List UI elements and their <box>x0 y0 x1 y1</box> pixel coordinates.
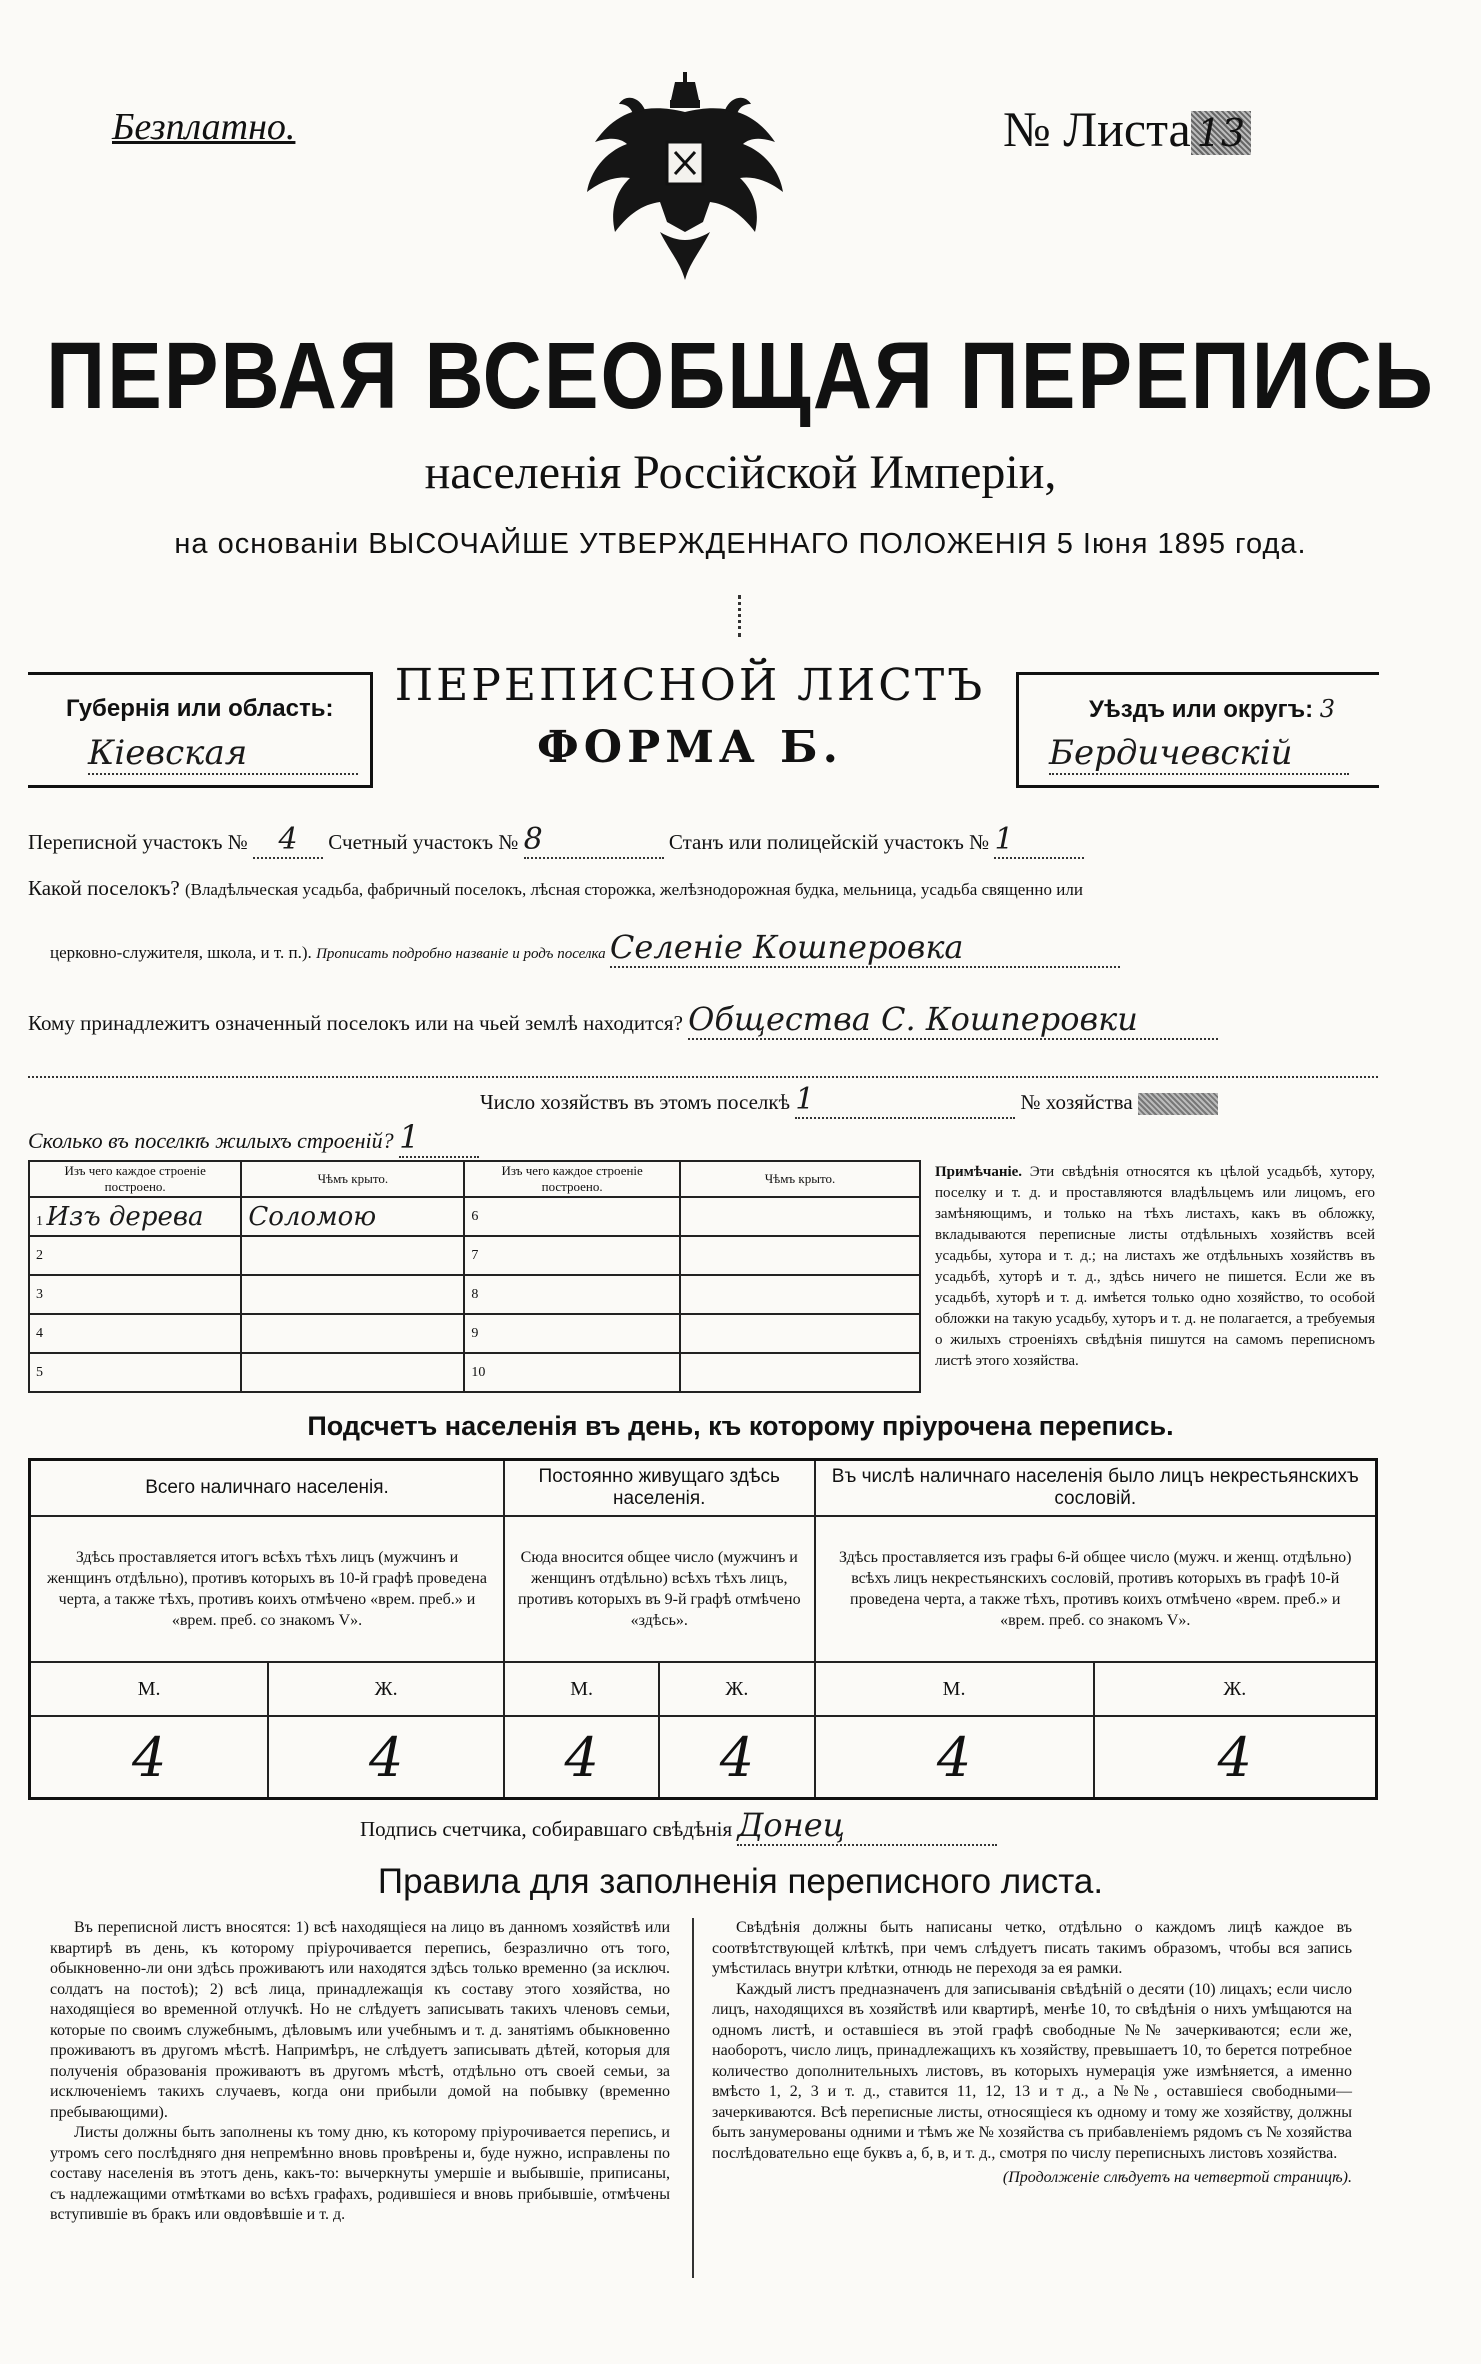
settlement-hint: (Владѣльческая усадьба, фабричный поселокъ, лѣсная сторожка, желѣзнодорожная будка, мельница, усадьба священно или <box>184 880 1083 899</box>
census-decree-line: на основаніи ВЫСОЧАЙШЕ УТВЕРЖДЕННАГО ПОЛОЖЕНІЯ 5 Іюня 1895 года. <box>174 528 1307 560</box>
district-box <box>1016 672 1379 788</box>
col-material-right: Изъ чего каждое строеніе построено. <box>464 1161 680 1197</box>
row-3-material[interactable]: 3 <box>29 1275 241 1314</box>
row-1-material[interactable]: 1 Изъ дерева <box>29 1197 241 1236</box>
rules-right-column <box>712 1918 1352 2189</box>
area-numbers-row <box>28 822 1228 859</box>
col-roof-left: Чѣмъ крыто. <box>241 1161 464 1197</box>
counting-area-value[interactable]: 8 <box>524 822 664 859</box>
male-label: М. <box>30 1662 269 1716</box>
sheet-number-label: № Листа <box>1003 101 1191 157</box>
district-value[interactable]: Бердичевскій <box>1049 733 1349 775</box>
counting-area-label: Счетный участокъ № <box>328 830 519 854</box>
owner-row <box>28 1000 1378 1040</box>
note-text: Эти свѣдѣнія относятся къ цѣлой усадьбѣ, хутору, поселку и т. д. и проставляются владѣльцемъ или лицомъ, его замѣняющимъ, и только на тѣхъ листахъ, какъ въ обложку, вкладываются переписные листы отдѣльныхъ хозяйствъ всей усадьбы, хутора и т. д.; на листахъ же отдѣльныхъ хозяйствъ въ усадьбѣ, хуторѣ и т. д., здѣсь ничего не пишется. Если же въ усадьбѣ, хуторѣ и т. д. имѣется только одно хозяйство, то особой обложки на такую усадьбу, хуторъ и т. д. не полагается, а требуемыя о жилыхъ строеніяхъ свѣдѣнія пишутся на самомъ переписномъ листѣ этого хозяйства. <box>935 1164 1376 1369</box>
male-label: М. <box>815 1662 1094 1716</box>
district-label: Уѣздъ или округъ: 3 <box>1089 695 1336 723</box>
divider-dots <box>738 595 745 637</box>
settlement-hint-3: Прописать подробно названіе и родъ поселка <box>316 946 606 962</box>
census-title: ПЕРВАЯ ВСЕОБЩАЯ ПЕРЕПИСЬ <box>46 324 1435 429</box>
resident-population-desc: Сюда вносится общее число (мужчинъ и женщинъ отдѣльно) всѣхъ тѣхъ лицъ, противъ которыхъ въ 9-й графѣ отмѣчено «здѣсь». <box>504 1516 815 1662</box>
police-area-value[interactable]: 1 <box>994 822 1084 859</box>
row-8-roof[interactable] <box>680 1275 920 1314</box>
signature-row <box>360 1806 997 1846</box>
row-7-number[interactable]: 7 <box>464 1236 680 1275</box>
row-10-roof[interactable] <box>680 1353 920 1392</box>
female-label: Ж. <box>659 1662 814 1716</box>
rules-left-column <box>50 1918 670 2226</box>
count-heading: Подсчетъ населенія въ день, къ которому пріурочена перепись. <box>307 1411 1174 1441</box>
sheet-number-value: 13 <box>1191 111 1251 155</box>
row-6-roof[interactable] <box>680 1197 920 1236</box>
non-peasant-male-value[interactable]: 4 <box>815 1716 1094 1799</box>
census-area-value[interactable]: 4 <box>253 822 323 859</box>
row-1-roof[interactable]: Соломою <box>241 1197 464 1236</box>
police-area-label: Станъ или полицейскій участокъ № <box>668 830 990 854</box>
household-no-label: № хозяйства <box>1020 1090 1133 1114</box>
province-box <box>28 672 373 788</box>
table-row <box>29 1275 920 1314</box>
note-title: Примѣчаніе. <box>935 1164 1023 1180</box>
rules-paragraph: Каждый листъ предназначенъ для записыванія свѣдѣній о десяти (10) лицахъ; если число лицъ, находящихся въ хозяйствѣ или квартирѣ, менѣе 10, то свѣдѣнія о нихъ умѣщаются на одномъ листѣ, и оставшіеся въ этой графѣ свободные №№ зачеркиваются; если же, наоборотъ, число лицъ, принадлежащихъ къ хозяйству, превышаетъ 10, то берется потребное количество дополнительныхъ листовъ, въ которыхъ нумерація уже измѣняется, а именно вмѣсто 1, 2, 3 и т. д., ставится 11, 12, 13 и т д., а №№, оставшіеся свободными—зачеркиваются. Всѣ переписные листы, относящіеся къ одному и тому же хозяйству, должны быть занумерованы одними и тѣмъ же № хозяйства съ прибавленіемъ рядомъ съ № хозяйства послѣдовательно еще буквъ а, б, в, и т. д., смотря по числу переписныхъ листовъ хозяйства. <box>712 1980 1352 2162</box>
sheet-name: ПЕРЕПИСНОЙ ЛИСТЪ <box>394 660 986 711</box>
table-row <box>29 1314 920 1353</box>
form-name: ФОРМА Б. <box>537 722 843 773</box>
buildings-note <box>935 1162 1375 1372</box>
row-3-roof[interactable] <box>241 1275 464 1314</box>
table-row <box>29 1197 920 1236</box>
total-population-desc: Здѣсь проставляется итогъ всѣхъ тѣхъ лицъ (мужчинъ и женщинъ отдѣльно), противъ которыхъ въ 10-й графѣ проведена черта, а также тѣхъ, противъ коихъ отмѣчено «врем. преб.» и «врем. преб. со знакомъ V». <box>30 1516 505 1662</box>
row-5-material[interactable]: 5 <box>29 1353 241 1392</box>
row-7-roof[interactable] <box>680 1236 920 1275</box>
households-value[interactable]: 1 <box>795 1082 1015 1119</box>
signature-value[interactable]: Донец <box>737 1806 997 1846</box>
col-roof-right: Чѣмъ крыто. <box>680 1161 920 1197</box>
buildings-table <box>28 1160 921 1393</box>
rules-paragraph: Свѣдѣнія должны быть написаны четко, отдѣльно о каждомъ лицѣ каждое въ соотвѣтствующей клѣткѣ, при чемъ слѣдуетъ писать такимъ образомъ, чтобы вся запись умѣстилась внутри клѣтки, отнюдь не переходя за ея рамки. <box>712 1919 1352 1977</box>
signature-label: Подпись счетчика, собиравшаго свѣдѣнія <box>360 1817 733 1841</box>
row-2-roof[interactable] <box>241 1236 464 1275</box>
resident-male-value[interactable]: 4 <box>504 1716 659 1799</box>
district-mark: 3 <box>1319 695 1336 723</box>
province-label: Губернія или область: <box>66 695 334 722</box>
buildings-value[interactable]: 1 <box>399 1118 479 1158</box>
male-label: М. <box>504 1662 659 1716</box>
row-5-roof[interactable] <box>241 1353 464 1392</box>
sheet-number <box>1003 100 1251 158</box>
row-10-number[interactable]: 10 <box>464 1353 680 1392</box>
owner-value[interactable]: Общества С. Кошперовки <box>688 1000 1218 1040</box>
settlement-value[interactable]: Селеніе Кошперовка <box>610 928 1120 968</box>
province-value[interactable]: Кіевская <box>88 733 358 775</box>
col-material-left: Изъ чего каждое строеніе построено. <box>29 1161 241 1197</box>
resident-female-value[interactable]: 4 <box>659 1716 814 1799</box>
table-row <box>29 1236 920 1275</box>
settlement-hint-2: церковно-служителя, школа, и т. п.). <box>50 943 312 962</box>
census-subtitle: населенія Россійской Имперіи, <box>424 446 1057 499</box>
total-population-head: Всего наличнаго населенія. <box>30 1460 505 1517</box>
buildings-row <box>28 1118 479 1158</box>
census-area-label: Переписной участокъ № <box>28 830 248 854</box>
row-4-roof[interactable] <box>241 1314 464 1353</box>
population-count-table <box>28 1458 1378 1800</box>
settlement-row <box>28 876 1378 901</box>
non-peasant-female-value[interactable]: 4 <box>1094 1716 1377 1799</box>
row-9-number[interactable]: 9 <box>464 1314 680 1353</box>
continued-note: (Продолженіе слѣдуетъ на четвертой страницѣ). <box>1002 2169 1352 2186</box>
row-2-material[interactable]: 2 <box>29 1236 241 1275</box>
buildings-question: Сколько въ поселкѣ жилыхъ строеній? <box>28 1128 394 1153</box>
total-male-value[interactable]: 4 <box>30 1716 269 1799</box>
rules-title: Правила для заполненія переписного листа. <box>377 1862 1104 1901</box>
settlement-question: Какой поселокъ? <box>28 876 180 900</box>
row-4-material[interactable]: 4 <box>29 1314 241 1353</box>
non-peasant-desc: Здѣсь проставляется изъ графы 6-й общее число (мужч. и женщ. отдѣльно) всѣхъ лицъ некрестьянскихъ сословій, противъ которыхъ въ графѣ 10-й проведена черта, а также тѣхъ, противъ коихъ отмѣчено «врем. преб.» и «врем. преб. со знакомъ V». <box>815 1516 1377 1662</box>
settlement-row-2 <box>50 928 1380 968</box>
rules-paragraph: Въ переписной листъ вносятся: 1) всѣ находящіеся на лицо въ данномъ хозяйствѣ или квартирѣ въ день, къ которому пріурочивается перепись, безразлично отъ того, обыкновенно-ли они здѣсь проживаютъ или находятся здѣсь только временно (за исключ. солдатъ на постоѣ); 2) всѣ лица, принадлежащія къ составу этого хозяйства, но находящіеся во временной отлучкѣ. Но не слѣдуетъ записывать такихъ членовъ семьи, которые по своимъ служебнымъ, дѣловымъ или учебнымъ и т. д. занятіямъ обыкновенно проживаютъ въ другомъ мѣстѣ. Напримѣръ, не слѣдуетъ записывать дѣтей, которыя для полученія образованія проживаютъ въ другомъ мѣстѣ, отдѣльно отъ своей семьи, за исключеніемъ такихъ случаевъ, когда они прибыли домой на побывку (временно пребывающими). <box>50 1919 670 2121</box>
blank-line <box>28 1062 1378 1078</box>
row-6-number[interactable]: 6 <box>464 1197 680 1236</box>
rules-divider <box>692 1918 694 2278</box>
free-label: Безплатно. <box>112 106 296 148</box>
households-row <box>480 1082 1380 1119</box>
coat-of-arms-emblem <box>575 72 795 282</box>
table-row <box>29 1353 920 1392</box>
row-9-roof[interactable] <box>680 1314 920 1353</box>
households-label: Число хозяйствъ въ этомъ поселкѣ <box>480 1090 790 1114</box>
row-8-number[interactable]: 8 <box>464 1275 680 1314</box>
resident-population-head: Постоянно живущаго здѣсь населенія. <box>504 1460 815 1517</box>
total-female-value[interactable]: 4 <box>268 1716 504 1799</box>
rules-paragraph: Листы должны быть заполнены къ тому дню, къ которому пріурочивается перепись, и утромъ сего послѣдняго дня непремѣнно вновь провѣрены и, буде нужно, исправлены по составу населенія въ этотъ день, какъ-то: вычеркнуты умершіе и выбывшіе, приписаны, съ надлежащими отмѣтками во всѣхъ графахъ, родившіеся и вновь прибывшіе, отмѣчены вступившіе въ бракъ или овдовѣвшіе и т. д. <box>50 2124 670 2223</box>
non-peasant-head: Въ числѣ наличнаго населенія было лицъ некрестьянскихъ сословій. <box>815 1460 1377 1517</box>
household-no-redacted <box>1138 1093 1218 1115</box>
female-label: Ж. <box>268 1662 504 1716</box>
owner-question: Кому принадлежитъ означенный поселокъ или на чьей землѣ находится? <box>28 1011 683 1035</box>
female-label: Ж. <box>1094 1662 1377 1716</box>
